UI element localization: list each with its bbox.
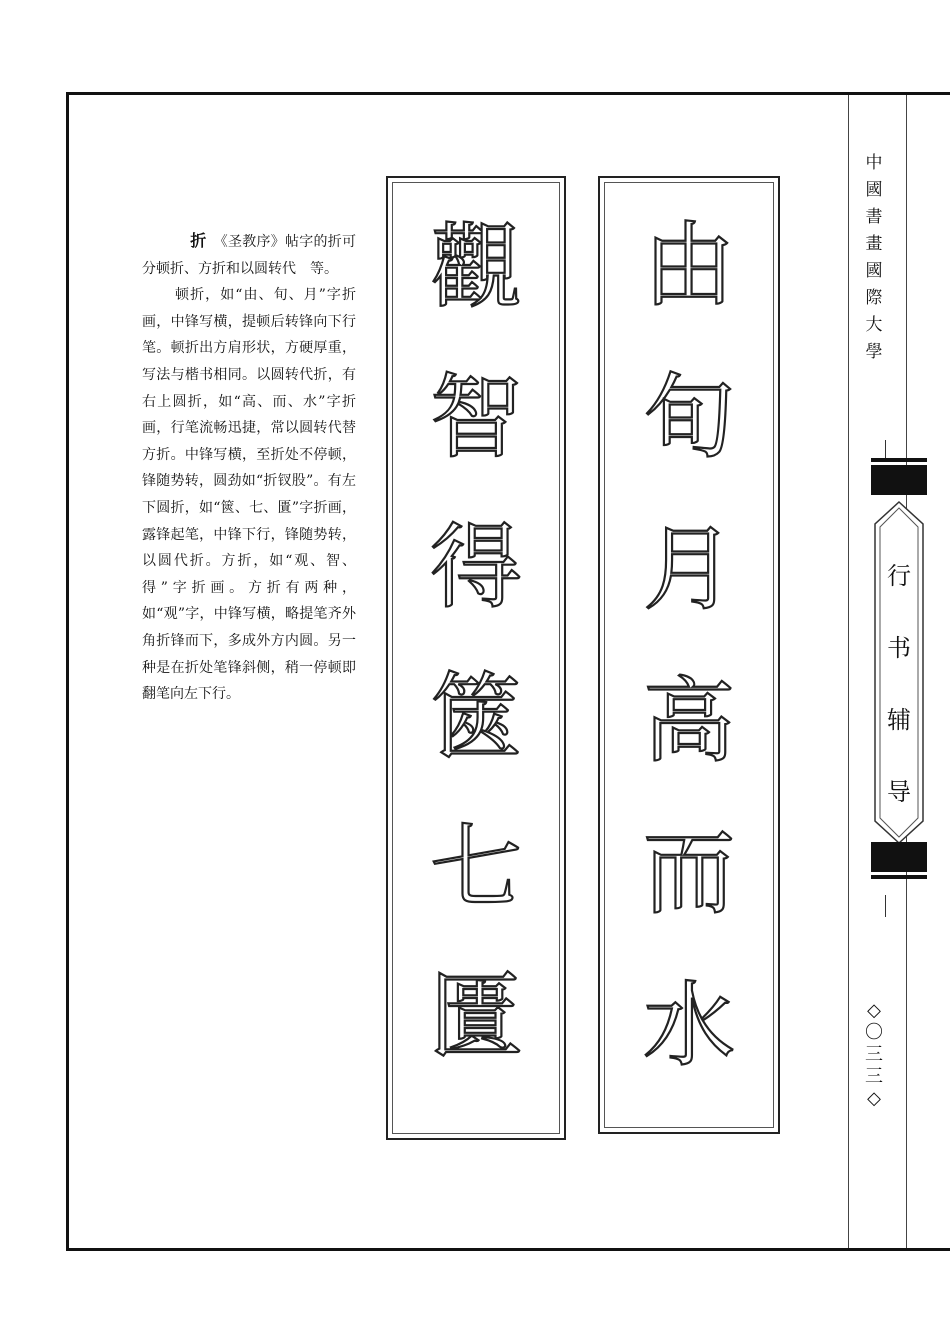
calligraphy-panel-left xyxy=(386,176,566,1140)
calligraphy-char: 月 xyxy=(642,516,735,623)
sidebar-rule-left xyxy=(848,95,849,1248)
section-label-char: 导 xyxy=(887,778,911,806)
section-label-char: 行 xyxy=(887,562,911,590)
calligraphy-char: 智 xyxy=(429,364,522,471)
calligraphy-char: 匱 xyxy=(429,964,522,1071)
calligraphy-panel-right xyxy=(598,176,780,1134)
calligraphy-char: 而 xyxy=(642,820,735,927)
calligraphy-char: 旬 xyxy=(642,364,735,471)
page-frame-bottom xyxy=(66,1248,950,1251)
calligraphy-char: 由 xyxy=(642,212,735,319)
paragraph-main: 顿折，如“由、旬、月”字折画，中锋写横，提顿后转锋向下行笔。顿折出方肩形状，方硬厚重，写法与楷书相同。以圆转代折，有右上圆折，如“高、而、水”字折画，行笔流畅迅捷，常以圆转代替方折。中锋写横，至折处不停顿，锋随势转，圆劲如“折钗股”。有左下圆折，如“篋、七、匱”字折画，露锋起笔，中锋下行，锋随势转，以圆代折。方折，如“观、智、得”字折画。方折有两种，如“观”字，中锋写横，略提笔齐外角折锋而下，多成外方内圆。另一种是在折处笔锋斜侧，稍一停顿即翻笔向左下行。 xyxy=(142,287,356,703)
section-label-char: 书 xyxy=(887,634,911,662)
sidebar-tick-top xyxy=(885,440,886,460)
page-frame-top xyxy=(66,92,950,95)
body-text xyxy=(142,228,356,708)
section-bar-top xyxy=(871,458,927,495)
series-title: 中 國 書 畫 國 際 大 學 xyxy=(865,153,883,362)
calligraphy-char: 得 xyxy=(429,514,522,621)
calligraphy-char: 篋 xyxy=(429,664,522,771)
lead-char: 折 xyxy=(190,231,207,250)
paragraph-intro: 折 《圣教序》帖字的折可分顿折、方折和以圆转代 等。 xyxy=(142,231,356,277)
calligraphy-char: 水 xyxy=(642,972,735,1079)
sidebar-tick-bottom xyxy=(885,895,886,917)
calligraphy-char: 高 xyxy=(642,668,735,775)
calligraphy-char: 七 xyxy=(429,814,522,921)
section-label xyxy=(872,500,926,845)
calligraphy-char: 觀 xyxy=(429,214,522,321)
page-number: ◇ 〇 三 三 ◇ xyxy=(865,1000,883,1109)
page-frame-left xyxy=(66,92,69,1251)
section-bar-bottom xyxy=(871,842,927,882)
section-label-char: 辅 xyxy=(887,706,911,734)
